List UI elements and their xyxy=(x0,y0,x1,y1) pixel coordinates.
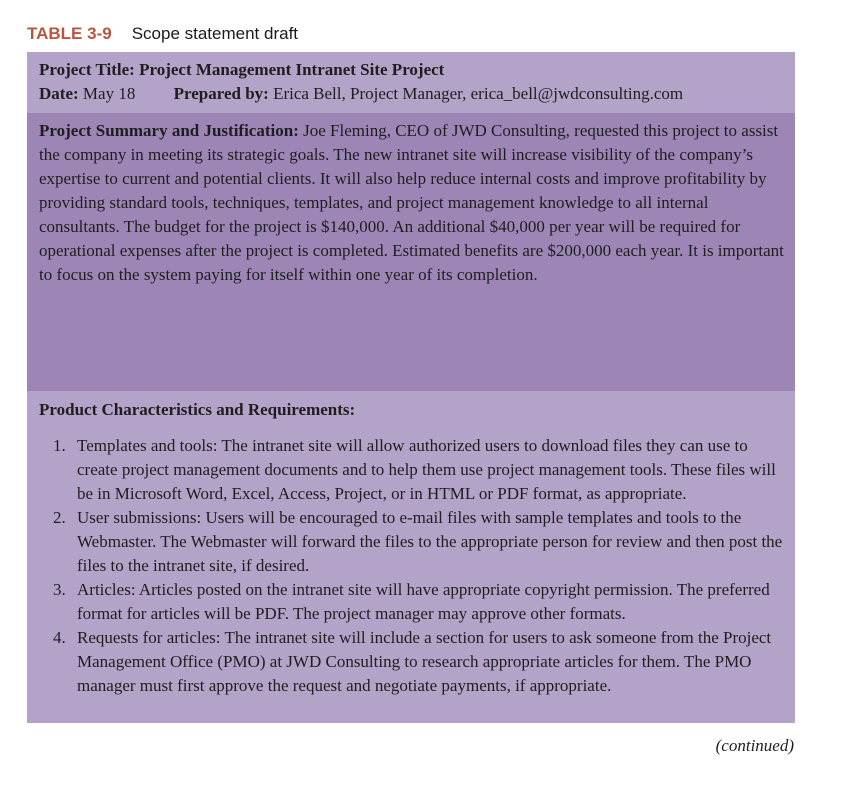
list-item-number: 4. xyxy=(53,628,66,647)
prepared-by-value: Erica Bell, Project Manager, erica_bell@jwdconsulting.com xyxy=(273,84,684,103)
project-title-line xyxy=(39,58,795,82)
list-item xyxy=(39,626,785,698)
requirements-section xyxy=(27,393,795,723)
project-summary-section xyxy=(27,113,795,391)
list-item xyxy=(39,434,785,506)
list-item-text: Templates and tools: The intranet site will allow authorized users to download files they can use to create project management documents and to help them use project management tools. These files will be in Microsoft Word, Excel, Access, Project, or in HTML or PDF format, as appropriate. xyxy=(77,436,776,503)
list-item xyxy=(39,506,785,578)
summary-label: Project Summary and Justification: xyxy=(39,121,299,140)
summary-text: Joe Fleming, CEO of JWD Consulting, requested this project to assist the company in meeting its strategic goals. The new intranet site will increase visibility of the company’s expertise to current and potential clients. It will also help reduce internal costs and improve profitability by providing standard tools, techniques, templates, and project management knowledge to all internal consultants. The budget for the project is $140,000. An additional $40,000 per year will be required for operational expenses after the project is completed. Estimated benefits are $200,000 each year. It is important to focus on the system paying for itself within one year of its completion. xyxy=(39,121,784,284)
table-caption xyxy=(27,22,298,46)
requirements-list xyxy=(39,434,785,698)
header-section xyxy=(27,52,795,111)
list-item-number: 2. xyxy=(53,508,66,527)
continued-note: (continued) xyxy=(715,736,794,755)
list-item-text: Requests for articles: The intranet site will include a section for users to ask someone from the Project Management Office (PMO) at JWD Consulting to research appropriate articles for them. The PMO manager must first approve the request and negotiate payments, if appropriate. xyxy=(77,628,772,695)
list-item-text: Articles: Articles posted on the intranet site will have appropriate copyright permission. The preferred format for articles will be PDF. The project manager may approve other formats. xyxy=(77,580,770,623)
project-title-label: Project Title: xyxy=(39,60,135,79)
date-label: Date: xyxy=(39,84,79,103)
project-title-value: Project Management Intranet Site Project xyxy=(139,60,445,79)
date-line xyxy=(39,82,795,106)
scope-statement-table xyxy=(27,52,795,723)
prepared-by-label: Prepared by: xyxy=(173,84,269,103)
list-item-text: User submissions: Users will be encouraged to e-mail files with sample templates and tools to the Webmaster. The Webmaster will forward the files to the appropriate person for review and then post the files to the intranet site, if desired. xyxy=(77,508,783,575)
date-value: May 18 xyxy=(82,84,136,103)
list-item xyxy=(39,578,785,626)
requirements-title-text: Product Characteristics and Requirements: xyxy=(39,400,356,419)
list-item-number: 1. xyxy=(53,436,66,455)
list-item-number: 3. xyxy=(53,580,66,599)
table-title: Scope statement draft xyxy=(131,24,299,43)
table-number: TABLE 3-9 xyxy=(27,24,112,43)
requirements-title xyxy=(39,398,785,422)
